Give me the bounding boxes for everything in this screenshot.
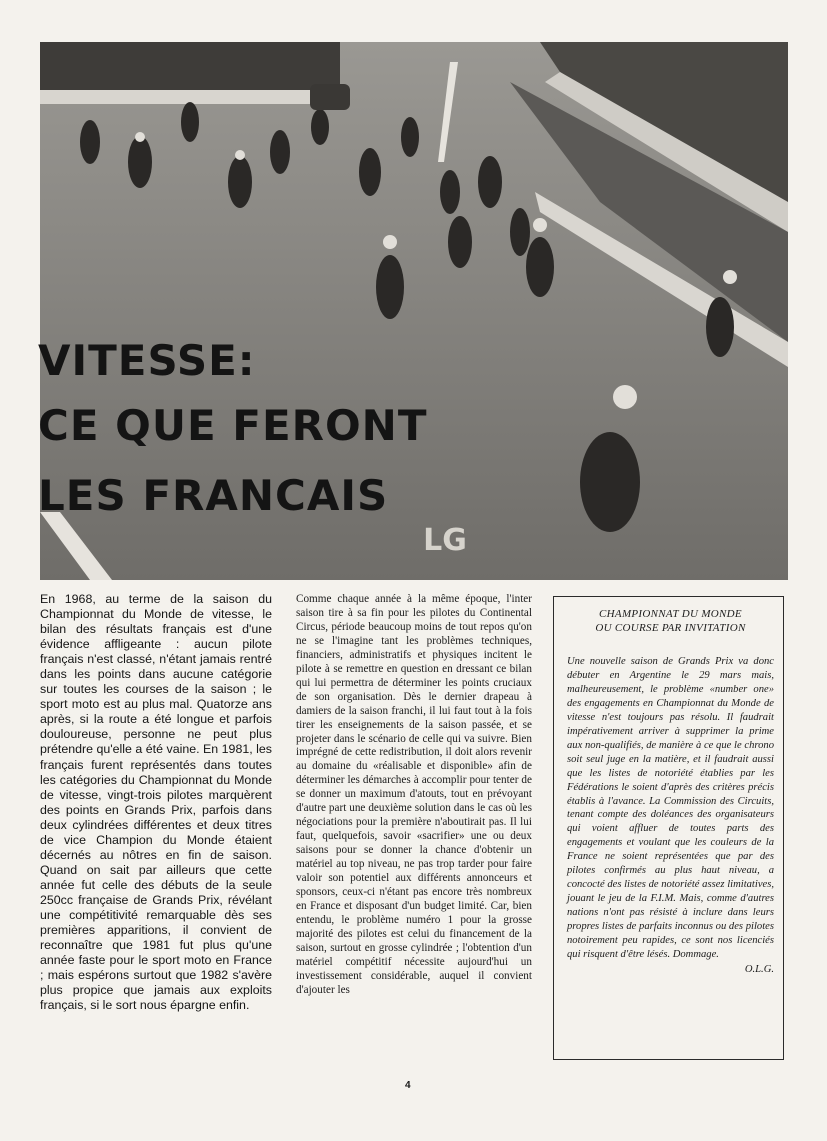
intro-column: En 1968, au terme de la saison du Championnat du Monde de vitesse, le bilan des résultats français est d'une évidence affligeante : aucun pilote français n'est classé, n'étant jamais rentré dans les points dans aucune catégorie sur toutes les courses de la saison ; le sport moto est au plus mal. Quatorze ans après, si la route a été longue et parfois douloureuse, personne ne peut plus prétendre qu'elle a été vaine. En 1981, les français furent représentés dans toutes les catégories du Championnat du Monde de vitesse, vingt-trois pilotes marquèrent des points en Grands Prix, parfois dans deux cylindrées différentes et deux titres de vice Champion du Monde étaient décernés au nôtres en fin de saison. Quand on sait par ailleurs que cette année fut celle des débuts de la seule 250cc française de Grands Prix, révélant une compétitivité remarquable dès ses premières apparitions, il convient de reconnaître que 1981 fut plus qu'une année faste pour le sport moto en France ; mais espérons surtout que 1982 s'avère plus propice que jamais aux exploits français, si le sort nous épargne enfin. bbox=[40, 592, 272, 1013]
sidebar-body: Une nouvelle saison de Grands Prix va donc débuter en Argentine le 29 mars mais, malheureusement, le problème «number one» des engagements en Championnat du Monde de vitesse n'est toujours pas résolu. Il faudrait impérativement arriver à supprimer la prime aux non-qualifiés, de manière à ce que le chrono soit seul juge en la matière, et il faudrait aussi que les listes de notoriété établies par les Fédérations le soient d'après des critères précis établis à l'avance. La Commission des Circuits, tenant compte des doléances des organisateurs qui voient affluer de toutes parts des engagements et voulant que les couleurs de la France ne soient représentées que par des pilotes confirmés au plus haut niveau, a concocté des listes de notoriété assez limitatives, jouant le jeu de la F.I.M. Mais, comme d'autres nations n'ont pas résisté à inclure dans leurs propres listes de parfaits inconnus ou des pilotes notoirement peu rapides, ce sont nos licenciés qui risquent d'être lésés. Dommage. bbox=[567, 656, 774, 961]
headline-line-3: LES FRANCAIS bbox=[38, 471, 389, 520]
sidebar-title-line-1: CHAMPIONNAT DU MONDE bbox=[599, 608, 742, 620]
sidebar-box bbox=[553, 596, 784, 1060]
body-column: Comme chaque année à la même époque, l'inter saison tire à sa fin pour les pilotes du Continental Circus, période beaucoup moins de tout repos qu'on ne se l'imagine tant les problèmes techniques, financiers, administratifs et physiques incitent le pilote à se remettre en question en dressant ce bilan qui lui permettra de déterminer les points cruciaux de son organisation. Dès le dernier drapeau à damiers de la saison franchi, il lui faut tout à la fois tirer les enseignements de la saison passée, et se projeter dans le scénario de celle qui va suivre. Bien imprégné de cette redistribution, il doit alors revenir au domaine du «réalisable et disponible» afin de déterminer les démarches à accomplir pour tenter de se donner un maximum d'atouts, tout en prévoyant d'autre part une deuxième solution dans le cas où les négociations pour la première n'aboutirait pas. Il lui faut, quelquefois, savoir «sacrifier» une ou deux saisons pour se donner la chance d'obtenir un matériel au top niveau, ne pas trop tarder pour faire valoir son potentiel aux différents annonceurs et sponsors, ceux-ci n'étant pas encore très nombreux en France et disposant d'un budget limité. Car, bien entendu, le problème numéro 1 pour la grosse majorité des pilotes est celui du financement de la saison, surtout en grosse cylindrée ; l'obtention d'un matériel compétitif nécessite aujourd'hui un investissement considérable, auquel il convient d'ajouter les bbox=[296, 593, 532, 996]
publisher-logo: LG bbox=[423, 523, 467, 558]
page-number: 4 bbox=[405, 1080, 411, 1091]
sidebar-title-line-2: OU COURSE PAR INVITATION bbox=[595, 622, 746, 634]
headline-line-2: CE QUE FERONT bbox=[38, 401, 428, 450]
sidebar-signature: O.L.G. bbox=[744, 963, 774, 975]
sidebar-title bbox=[567, 607, 774, 635]
headline-line-1: VITESSE: bbox=[38, 336, 256, 385]
